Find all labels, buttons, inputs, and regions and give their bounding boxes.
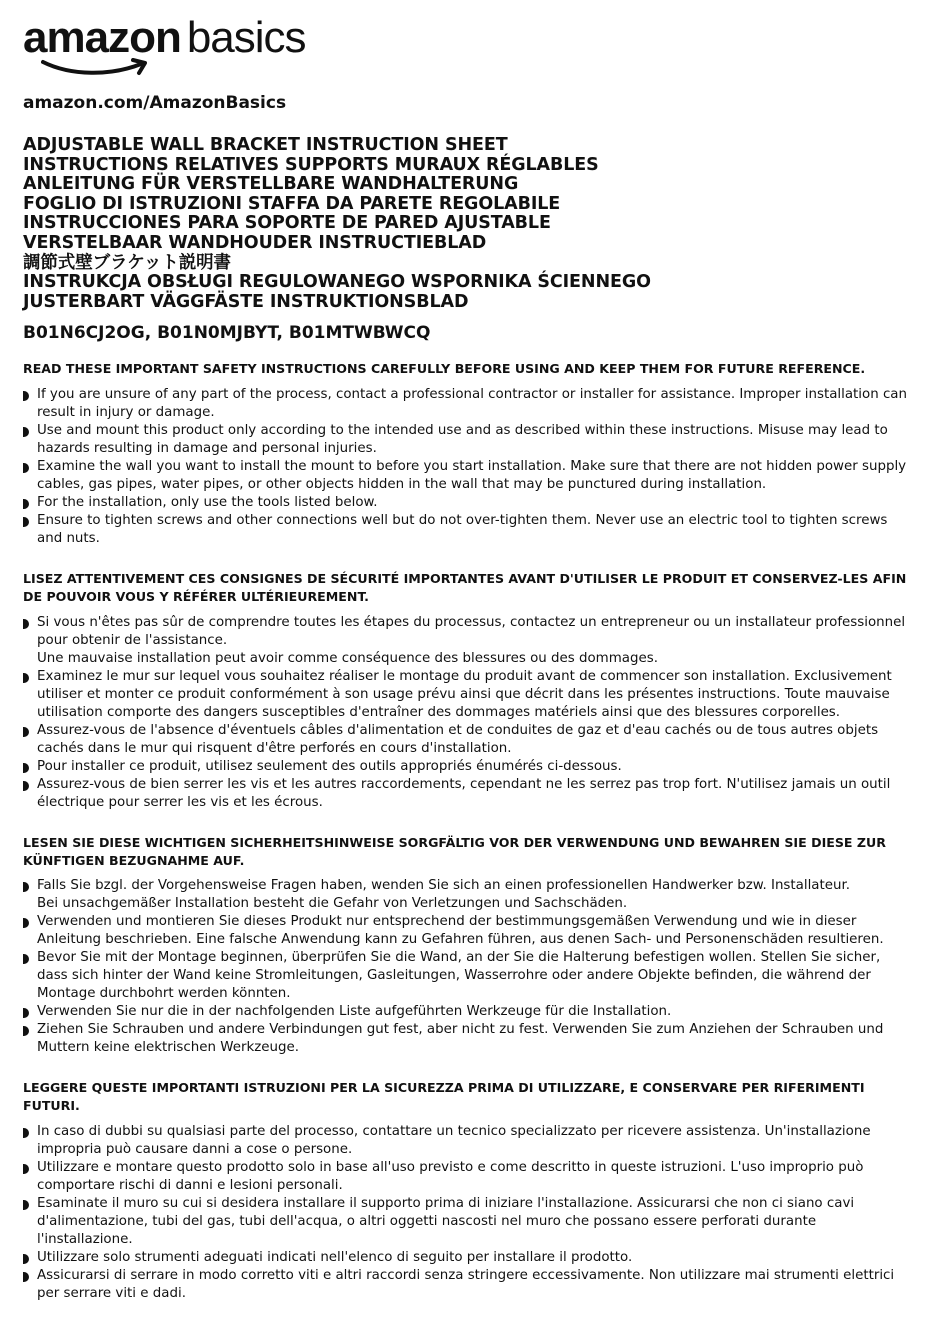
- safety-section-de: [23, 834, 907, 1058]
- title-it: FOGLIO DI ISTRUZIONI STAFFA DA PARETE REGOLABILE: [23, 193, 561, 214]
- safety-item: [23, 1249, 907, 1267]
- safety-item-text: Verwenden Sie nur die in der nachfolgenden Liste aufgeführten Werkzeuge für die Installation.: [37, 1004, 672, 1020]
- bullet-icon: [23, 673, 29, 683]
- safety-item: [23, 1267, 907, 1303]
- title-en: ADJUSTABLE WALL BRACKET INSTRUCTION SHEET: [23, 135, 508, 155]
- safety-section-it: [23, 1079, 907, 1303]
- safety-item-text: Verwenden und montieren Sie dieses Produkt nur entsprechend der bestimmungsgemäßen Verwendung und wie in dieser Anleitung beschrieben. Eine falsche Anwendung kann zu Gefahren führen, aus denen Sach- und Personenschäden resultieren.: [37, 914, 884, 948]
- safety-item: [23, 1195, 907, 1249]
- safety-item: [23, 1021, 907, 1057]
- instruction-sheet: [23, 14, 907, 1303]
- bullet-icon: [23, 918, 29, 928]
- safety-sections: [23, 360, 907, 1303]
- bullet-icon: [23, 1254, 29, 1264]
- title-block: [23, 136, 907, 312]
- bullet-icon: [23, 781, 29, 791]
- bullet-icon: [23, 727, 29, 737]
- safety-item: [23, 776, 907, 812]
- bullet-icon: [23, 517, 29, 527]
- safety-item-text: Assurez-vous de bien serrer les vis et les autres raccordements, cependant ne les serrez pas trop fort. N'utilisez jamais un outil électrique pour serrer les vis et les écrous.: [37, 776, 891, 810]
- bullet-icon: [23, 463, 29, 473]
- safety-list: [23, 877, 907, 1057]
- safety-item: [23, 614, 907, 668]
- logo-wordmark: [23, 14, 333, 62]
- bullet-icon: [23, 499, 29, 509]
- bullet-icon: [23, 427, 29, 437]
- safety-heading: LESEN SIE DIESE WICHTIGEN SICHERHEITSHINWEISE SORGFÄLTIG VOR DER VERWENDUNG UND BEWAHREN SIE DIESE ZUR KÜNFTIGEN BEZUGNAHME AUF.: [23, 834, 886, 868]
- safety-heading: READ THESE IMPORTANT SAFETY INSTRUCTIONS CAREFULLY BEFORE USING AND KEEP THEM FOR FUTURE REFERENCE.: [23, 361, 866, 377]
- title-de: ANLEITUNG FÜR VERSTELLBARE WANDHALTERUNG: [23, 174, 519, 195]
- title-sv: JUSTERBART VÄGGFÄSTE INSTRUKTIONSBLAD: [23, 291, 469, 312]
- safety-item: [23, 913, 907, 949]
- bullet-icon: [23, 1272, 29, 1282]
- title-nl: VERSTELBAAR WANDHOUDER INSTRUCTIEBLAD: [23, 232, 487, 253]
- safety-section-fr: [23, 570, 907, 812]
- bullet-icon: [23, 1026, 29, 1036]
- safety-list: [23, 386, 907, 548]
- safety-item-text: In caso di dubbi su qualsiasi parte del processo, contattare un tecnico specializzato per ricevere assistenza. Un'installazione impropria può causare danni a cose o persone.: [37, 1123, 871, 1157]
- safety-list: [23, 1123, 907, 1303]
- safety-item-text: If you are unsure of any part of the process, contact a professional contractor or installer for assistance. Improper installation can result in injury or damage.: [37, 387, 908, 421]
- safety-item-text: Use and mount this product only according to the intended use and as described within these instructions. Misuse may lead to hazards resulting in damage and personal injuries.: [37, 423, 888, 457]
- bullet-icon: [23, 391, 29, 401]
- title-es: INSTRUCCIONES PARA SOPORTE DE PARED AJUSTABLE: [23, 213, 551, 234]
- safety-list: [23, 614, 907, 812]
- amazon-basics-logo: [23, 14, 333, 80]
- safety-item-text: Bevor Sie mit der Montage beginnen, überprüfen Sie die Wand, an der Sie die Halterung befestigen wollen. Stellen Sie sicher, dass sich hinter der Wand keine Stromleitungen, Gasleitungen, Wasserrohre oder andere Objekte befinden, die während der Montage durchbohrt werden könnten.: [37, 950, 881, 1002]
- bullet-icon: [23, 1200, 29, 1210]
- title-pl: INSTRUKCJA OBSŁUGI REGULOWANEGO WSPORNIKA ŚCIENNEGO: [23, 272, 651, 293]
- safety-item-text: Falls Sie bzgl. der Vorgehensweise Fragen haben, wenden Sie sich an einen professionellen Handwerker bzw. Installateur. Bei unsachgemäßer Installation besteht die Gefahr von Verletzungen und Sachschäden.: [37, 878, 851, 912]
- safety-section-en: [23, 360, 907, 548]
- safety-item: [23, 1123, 907, 1159]
- safety-item-text: Esaminate il muro su cui si desidera installare il supporto prima di iniziare l'installazione. Assicurarsi che non ci siano cavi d'alimentazione, tubi del gas, tubi dell'acqua, o altri oggetti nascosti nel muro che possano essere perforati durante l'installazione.: [37, 1195, 855, 1247]
- title-ja: 調節式壁ブラケット説明書: [23, 252, 231, 273]
- bullet-icon: [23, 882, 29, 892]
- safety-item: [23, 1003, 907, 1021]
- safety-item-text: Utilizzare e montare questo prodotto solo in base all'uso previsto e come descritto in queste istruzioni. L'uso improprio può comportare rischi di danni e lesioni personali.: [37, 1159, 864, 1193]
- model-numbers: B01N6CJ2OG, B01N0MJBYT, B01MTWBWCQ: [23, 323, 431, 344]
- safety-heading: LEGGERE QUESTE IMPORTANTI ISTRUZIONI PER LA SICUREZZA PRIMA DI UTILIZZARE, E CONSERVARE PER RIFERIMENTI FUTURI.: [23, 1080, 865, 1114]
- safety-item: [23, 458, 907, 494]
- safety-item: [23, 512, 907, 548]
- safety-item: [23, 949, 907, 1003]
- safety-item: [23, 668, 907, 722]
- safety-item-text: Ziehen Sie Schrauben und andere Verbindungen gut fest, aber nicht zu fest. Verwenden Sie zum Anziehen der Schrauben und Muttern keine elektrischen Werkzeuge.: [37, 1022, 884, 1056]
- bullet-icon: [23, 1008, 29, 1018]
- safety-item: [23, 1159, 907, 1195]
- safety-item: [23, 386, 907, 422]
- bullet-icon: [23, 1128, 29, 1138]
- logo-word-amazon: amazon: [23, 13, 181, 62]
- safety-item-text: Ensure to tighten screws and other connections well but do not over-tighten them. Never use an electric tool to tighten screws and nuts.: [37, 513, 888, 547]
- safety-item-text: Si vous n'êtes pas sûr de comprendre toutes les étapes du processus, contactez un entrepreneur ou un installateur professionnel pour obtenir de l'assistance. Une mauvaise installation peut avoir comme conséquence des blessures ou des dommages.: [37, 614, 906, 666]
- website-url: amazon.com/AmazonBasics: [23, 93, 287, 113]
- safety-item: [23, 758, 907, 776]
- safety-item-text: Examine the wall you want to install the mount to before you start installation. Make sure that there are not hidden power supply cables, gas pipes, water pipes, or other objects hidden in the wall that may be punctured during installation.: [37, 459, 907, 493]
- safety-item: [23, 422, 907, 458]
- safety-item: [23, 722, 907, 758]
- logo-word-basics: basics: [186, 13, 306, 62]
- bullet-icon: [23, 763, 29, 773]
- safety-item: [23, 494, 907, 512]
- safety-item-text: Assurez-vous de l'absence d'éventuels câbles d'alimentation et de conduites de gaz et d'eau cachés ou de tous autres objets cachés dans le mur qui risquent d'être perforés en cours d'installation.: [37, 722, 879, 756]
- bullet-icon: [23, 1164, 29, 1174]
- safety-item: [23, 877, 907, 913]
- bullet-icon: [23, 954, 29, 964]
- bullet-icon: [23, 619, 29, 629]
- safety-heading: LISEZ ATTENTIVEMENT CES CONSIGNES DE SÉCURITÉ IMPORTANTES AVANT D'UTILISER LE PRODUIT ET CONSERVEZ-LES AFIN DE POUVOIR VOUS Y RÉFÉRER ULTÉRIEUREMENT.: [23, 571, 907, 604]
- smile-arrow-icon: [41, 58, 151, 80]
- safety-item-text: Assicurarsi di serrare in modo corretto viti e altri raccordi senza stringere eccessivamente. Non utilizzare mai strumenti elettrici per serrare viti e dadi.: [37, 1267, 895, 1301]
- safety-item-text: For the installation, only use the tools listed below.: [37, 495, 378, 511]
- safety-item-text: Utilizzare solo strumenti adeguati indicati nell'elenco di seguito per installare il prodotto.: [37, 1249, 633, 1265]
- safety-item-text: Examinez le mur sur lequel vous souhaitez réaliser le montage du produit avant de commencer son installation. Exclusivement utiliser et monter ce produit conformément à son usage prévu ainsi que décrit dans les présentes instructions. Toute mauvaise utilisation comporte des dangers susceptibles d'entraîner des dommages matériels ainsi que des blessures corporelles.: [37, 668, 892, 720]
- safety-item-text: Pour installer ce produit, utilisez seulement des outils appropriés énumérés ci-dessous.: [37, 758, 622, 774]
- title-fr: INSTRUCTIONS RELATIVES SUPPORTS MURAUX RÉGLABLES: [23, 154, 599, 175]
